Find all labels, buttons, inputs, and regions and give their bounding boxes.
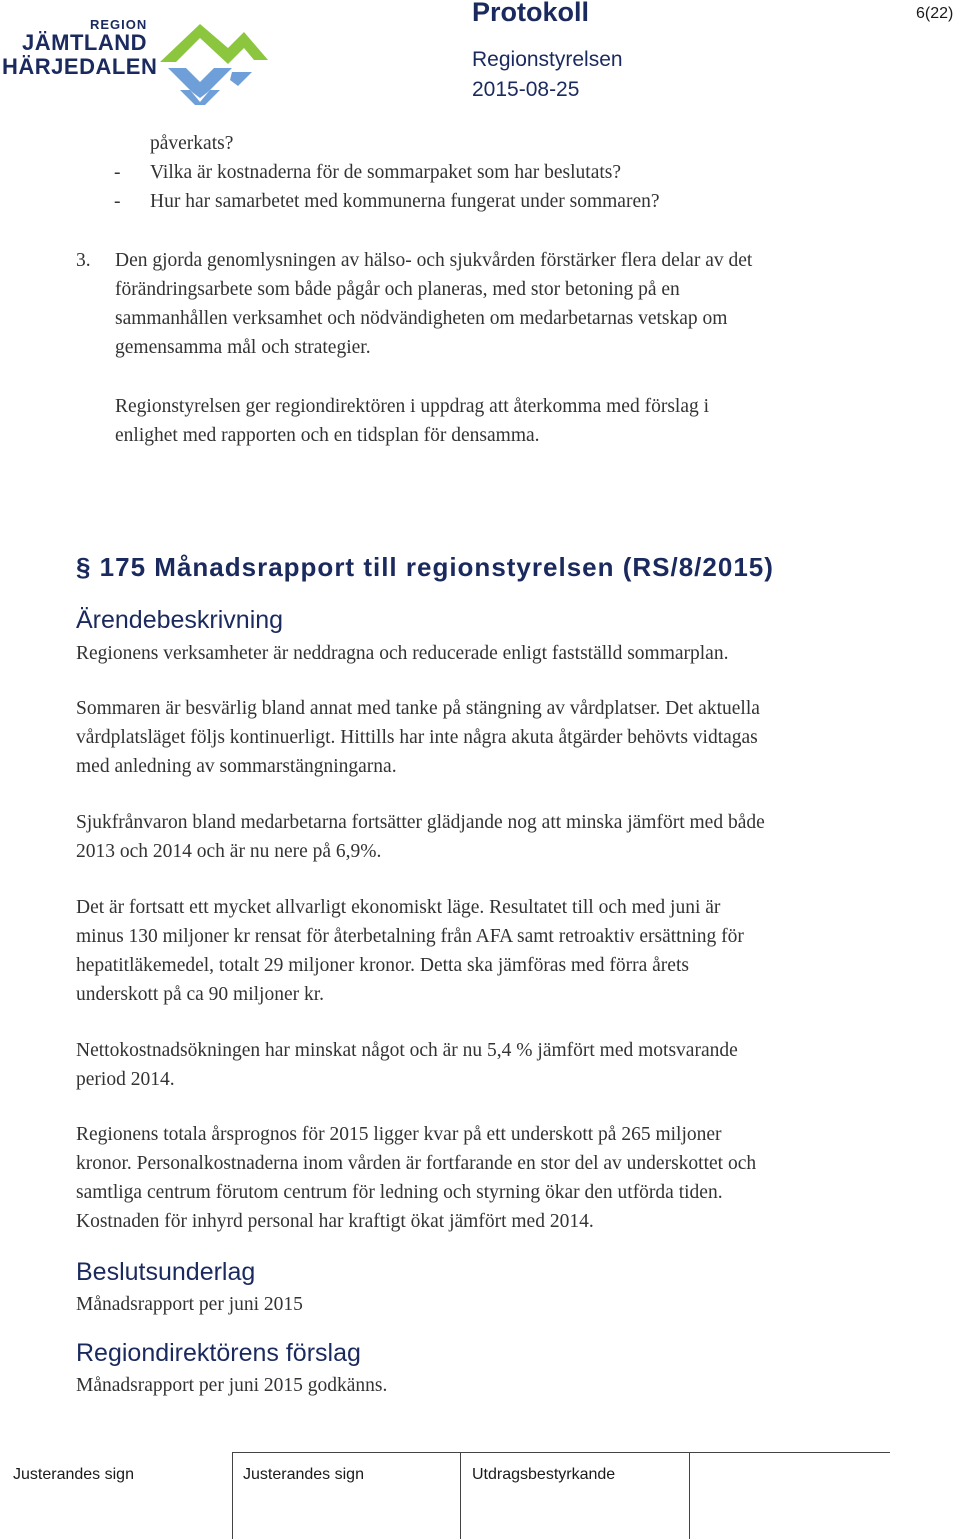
description-heading: Ärendebeskrivning [76,606,284,634]
continuation-line: påverkats? [150,133,234,154]
paragraph-line: Nettokostnadsökningen har minskat något och är nu 5,4 % jämfört med motsvarande [76,1040,738,1061]
decision-line: enlighet med rapporten och en tidsplan för densamma. [115,425,540,446]
paragraph-line: Det är fortsatt ett mycket allvarligt ekonomiskt läge. Resultatet till och med juni är [76,897,721,918]
footer-divider [460,1452,461,1539]
bullet-text: Vilka är kostnaderna för de sommarpaket som har beslutats? [150,162,622,183]
paragraph-line: Sommaren är besvärlig bland annat med tanke på stängning av vårdplatser. Det aktuella [76,698,760,719]
paragraph-line: Kostnaden för inhyrd personal har kraftigt ökat jämfört med 2014. [76,1211,594,1232]
paragraph-line: kronor. Personalkostnaderna inom vården är fortfarande en stor del av underskottet och [76,1153,757,1174]
basis-heading: Beslutsunderlag [76,1258,256,1286]
item3-line: sammanhållen verksamhet och nödvändigheten om medarbetarnas vetskap om [115,308,728,329]
bullet-dash: - [114,191,121,212]
logo-harjedalen-text: HÄRJEDALEN [2,54,158,79]
paragraph-line: med anledning av sommarstängningarna. [76,756,397,777]
paragraph-line: vårdplatsläget följs kontinuerligt. Hittills har inte några akuta åtgärder behövts vidtagas [76,727,758,748]
section-heading: § 175 Månadsrapport till regionstyrelsen (RS/8/2015) [76,552,774,582]
document-organization: Regionstyrelsen [472,48,623,71]
footer-sign-label: Justerandes sign [243,1466,364,1483]
paragraph-line: minus 130 miljoner kr rensat för återbetalning från AFA samt retroaktiv ersättning för [76,926,744,947]
footer-divider [689,1452,690,1539]
footer-divider [232,1452,233,1539]
item3-line: förändringsarbete som både pågår och planeras, med stor betoning på en [115,279,680,300]
proposal-text: Månadsrapport per juni 2015 godkänns. [76,1375,388,1396]
list-number: 3. [76,250,91,271]
paragraph-line: Regionens verksamheter är neddragna och reducerade enligt fastställd sommarplan. [76,643,729,664]
page-number: 6(22) [916,5,954,22]
proposal-heading: Regiondirektörens förslag [76,1339,361,1367]
paragraph-line: samtliga centrum förutom centrum för ledning och styrning ökar den utförda tiden. [76,1182,723,1203]
logo-waves-blue [168,68,252,105]
paragraph-line: Regionens totala årsprognos för 2015 ligger kvar på ett underskott på 265 miljoner [76,1124,722,1145]
footer-certification-label: Utdragsbestyrkande [472,1466,616,1483]
item3-line: gemensamma mål och strategier. [115,337,371,358]
footer-rule [232,1452,890,1453]
document-date: 2015-08-25 [472,78,580,101]
item3-line: Den gjorda genomlysningen av hälso- och sjukvården förstärker flera delar av det [115,250,753,271]
paragraph-line: Sjukfrånvaron bland medarbetarna fortsätter glädjande nog att minska jämfört med både [76,812,765,833]
basis-text: Månadsrapport per juni 2015 [76,1294,303,1315]
document-title: Protokoll [472,0,590,27]
decision-line: Regionstyrelsen ger regiondirektören i uppdrag att återkomma med förslag i [115,396,710,417]
footer-sign-label: Justerandes sign [13,1466,134,1483]
bullet-dash: - [114,162,121,183]
bullet-text: Hur har samarbetet med kommunerna fungerat under sommaren? [150,191,660,212]
paragraph-line: 2013 och 2014 och är nu nere på 6,9%. [76,841,382,862]
paragraph-line: hepatitläkemedel, totalt 29 miljoner kronor. Detta ska jämföras med förra årets [76,955,689,976]
paragraph-line: underskott på ca 90 miljoner kr. [76,984,325,1005]
logo-jamtland-text: JÄMTLAND [22,30,147,55]
logo-mountain-green [160,24,268,64]
logo-region-text: REGION [90,17,148,32]
paragraph-line: period 2014. [76,1069,175,1090]
